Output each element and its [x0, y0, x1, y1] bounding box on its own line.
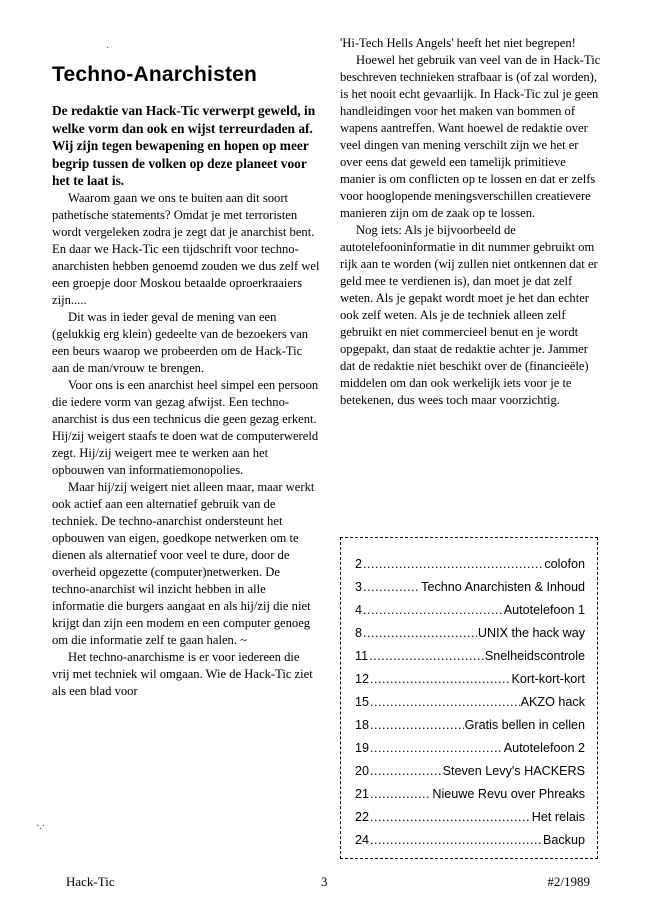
toc-title: Nieuwe Revu over Phreaks — [432, 787, 585, 801]
toc-leader-dots — [363, 623, 477, 643]
toc-entry[interactable] — [355, 761, 585, 781]
toc-leader-dots — [370, 715, 464, 735]
body-paragraph: 'Hi-Tech Hells Angels' heeft het niet begrepen! — [340, 36, 576, 50]
toc-entry[interactable] — [355, 807, 585, 827]
toc-title: UNIX the hack way — [477, 626, 585, 640]
toc-leader-dots — [370, 830, 542, 850]
body-paragraph: Het techno-anarchisme is er voor iedereen die vrij met techniek wil omgaan. Wie de Hack-Tic ziet als een blad voor — [52, 649, 313, 698]
toc-page-number: 3 — [355, 580, 363, 594]
toc-entry[interactable] — [355, 623, 585, 643]
toc-entry[interactable] — [355, 715, 585, 735]
toc-page-number: 12 — [355, 672, 370, 686]
toc-page-number: 11 — [355, 649, 369, 663]
toc-page-number: 20 — [355, 764, 370, 778]
toc-entry[interactable] — [355, 784, 585, 804]
toc-entry[interactable] — [355, 600, 585, 620]
toc-entry[interactable] — [355, 738, 585, 758]
toc-page-number: 4 — [355, 603, 363, 617]
speck-mark: · — [106, 43, 110, 54]
toc-entry[interactable] — [355, 692, 585, 712]
toc-page-number: 21 — [355, 787, 370, 801]
toc-entry[interactable] — [355, 830, 585, 850]
toc-title: AKZO hack — [520, 695, 585, 709]
toc-leader-dots — [370, 692, 520, 712]
toc-page-number: 19 — [355, 741, 370, 755]
toc-title: Autotelefoon 2 — [503, 741, 585, 755]
toc-page-number: 2 — [355, 557, 363, 571]
table-of-contents — [340, 537, 598, 859]
right-column — [340, 35, 602, 409]
body-paragraph: Voor ons is een anarchist heel simpel een persoon die iedere vorm van gezag afwijst. Een techno-anarchist is dus een technicus die geen gezag erkent. Hij/zij weigert staafs te doen wat de computerwereld zegt. Hij/zij weigert mee te werken aan het opbouwen van informatiemonopolies. — [52, 377, 319, 477]
toc-title: Het relais — [531, 810, 585, 824]
toc-title: Autotelefoon 1 — [503, 603, 585, 617]
toc-title: Kort-kort-kort — [511, 672, 585, 686]
article-title: Techno-Anarchisten — [52, 63, 258, 86]
toc-entry[interactable] — [355, 577, 585, 597]
toc-title: colofon — [544, 557, 585, 571]
toc-entry[interactable] — [355, 554, 585, 574]
toc-leader-dots — [370, 807, 531, 827]
left-column — [52, 62, 320, 700]
article-lead: De redaktie van Hack-Tic verwerpt geweld, in welke vorm dan ook en wijst terreurdaden af. Wij zijn tegen bewapening en hopen op meer begrip tussen de volken op deze planeet voor het te laat is. — [52, 103, 316, 188]
toc-page-number: 18 — [355, 718, 370, 732]
toc-leader-dots — [363, 577, 420, 597]
body-paragraph: Maar hij/zij weigert niet alleen maar, maar werkt ook actief aan een alternatief gebruik van de techniek. De techno-anarchist ondersteunt het opbouwen van eigen, goedkope netwerken om te dienen als alternatief voor veel te dure, door de overheid opgezette (computer)netwerken. De techno-anarchist wil inzicht hebben in alle informatie die burgers aangaat en als hij/zij die niet krijgt dan zijn een modem en een computer genoeg om die informatie zelf te gaan halen. ~ — [52, 479, 315, 647]
toc-title: Backup — [542, 833, 585, 847]
body-paragraph: Hoewel het gebruik van veel van de in Hack-Tic beschreven technieken strafbaar is (of zal worden), is het nooit echt gevaarlijk. In Hack-Tic zul je geen handleidingen voor het maken van bommen of wapens aantreffen. Want hoewel de redaktie over veel dingen van mening verschilt zijn we het er over eens dat geweld een tamelijk primitieve manier is om conflicten op te lossen en dat er zelfs voor hooglopende meningsverschillen creatievere manieren zijn om de zaak op te lossen. — [340, 53, 601, 220]
toc-leader-dots — [370, 669, 511, 689]
speck-mark: ·.· — [36, 821, 46, 832]
toc-leader-dots — [370, 738, 503, 758]
toc-title: Gratis bellen in cellen — [464, 718, 585, 732]
body-paragraph: Waarom gaan we ons te buiten aan dit soort pathetische statements? Omdat je met terroristen wordt vergeleken zodra je zegt dat je anarchist bent. En daar we Hack-Tic een tijdschrift voor techno-anarchisten hebben genoemd zouden we dus zelf wel een groepje door Moskou betaalde oproerkraaiers zijn..... — [52, 190, 320, 307]
toc-leader-dots — [369, 646, 484, 666]
body-paragraph: Dit was in ieder geval de mening van een (gelukkig erg klein) gedeelte van de bezoekers van een beurs waarop we probeerden om de Hack-Tic aan de man/vrouw te brengen. — [52, 309, 309, 375]
body-paragraph: Nog iets: Als je bijvoorbeeld de autotelefooninformatie in dit nummer gebruikt om rijk aan te worden (wij zullen niet ontkennen dat er geld mee te verdienen is), dan moet je dat zelf weten. Als je gepakt wordt moet je het dan echter ook zelf weten. Als je de techniek alleen zelf gebruikt en niet commercieel benut en je wordt opgepakt, dan staat de redaktie achter je. Jammer dat de redaktie niet beschikt over de (financieële) middelen om dan ook werkelijk iets voor je te betekenen, dus wees toch maar voorzichtig. — [340, 223, 598, 407]
toc-leader-dots — [363, 554, 543, 574]
toc-title: Steven Levy's HACKERS — [442, 764, 585, 778]
toc-leader-dots — [363, 600, 503, 620]
footer-page-number: 3 — [321, 874, 328, 889]
toc-title: Snelheidscontrole — [484, 649, 585, 663]
footer-publication: Hack-Tic — [66, 874, 115, 889]
toc-leader-dots — [370, 761, 442, 781]
toc-title: Techno Anarchisten & Inhoud — [421, 580, 585, 594]
toc-page-number: 22 — [355, 810, 370, 824]
toc-leader-dots — [370, 784, 431, 804]
toc-entry[interactable] — [355, 646, 585, 666]
toc-page-number: 15 — [355, 695, 370, 709]
toc-page-number: 24 — [355, 833, 370, 847]
toc-entry[interactable] — [355, 669, 585, 689]
toc-page-number: 8 — [355, 626, 363, 640]
footer-issue: #2/1989 — [547, 874, 590, 889]
